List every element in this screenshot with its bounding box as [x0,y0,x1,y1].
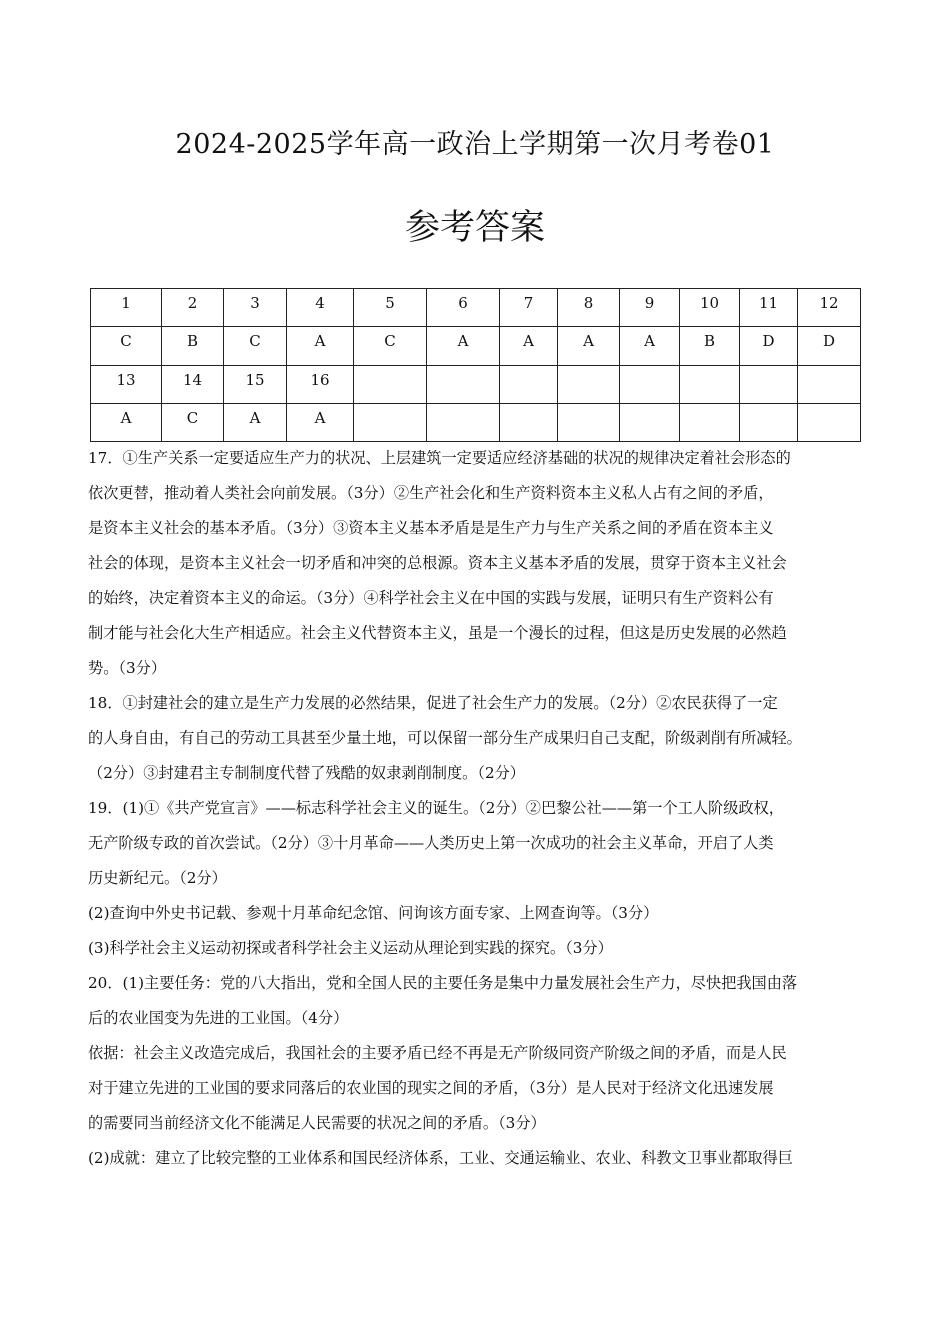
text-line: (2)查询中外史书记载、参观十月革命纪念馆、问询该方面专家、上网查询等。（3分） [88,904,659,922]
text-line: 18．①封建社会的建立是生产力发展的必然结果，促进了社会生产力的发展。（2分）②农民获得了一定 [88,694,778,712]
text-line: 是资本主义社会的基本矛盾。（3分）③资本主义基本矛盾是是生产力与生产关系之间的矛盾在资本主义 [88,519,774,537]
table-cell [620,403,680,441]
table-cell: 15 [224,365,287,403]
table-cell: 12 [798,289,861,327]
table-row [91,289,861,327]
table-cell [354,365,427,403]
table-cell: 2 [162,289,224,327]
text-line: 历史新纪元。（2分） [88,869,227,887]
table-cell [798,403,861,441]
table-cell [798,365,861,403]
text-line: 制才能与社会化大生产相适应。社会主义代替资本主义，虽是一个漫长的过程，但这是历史发展的必然趋 [88,624,787,642]
page-subtitle: 参考答案 [404,208,545,248]
text-line: 无产阶级专政的首次尝试。（2分）③十月革命——人类历史上第一次成功的社会主义革命，开启了人类 [88,834,774,852]
text-line: 对于建立先进的工业国的要求同落后的农业国的现实之间的矛盾，（3分）是人民对于经济文化迅速发展 [88,1079,774,1097]
table-cell [740,365,798,403]
table-cell: 13 [91,365,162,403]
text-line: 的需要同当前经济文化不能满足人民需要的状况之间的矛盾。（3分） [88,1114,546,1132]
table-cell: 10 [680,289,740,327]
table-cell: 14 [162,365,224,403]
table-cell [500,403,558,441]
table-cell: A [287,403,354,441]
table-cell: 3 [224,289,287,327]
table-cell: A [287,327,354,365]
table-cell: A [558,327,620,365]
table-cell [680,403,740,441]
table-cell: A [91,403,162,441]
table-row [91,327,861,365]
table-row [91,365,861,403]
text-line: 依次更替，推动着人类社会向前发展。（3分）②生产社会化和生产资料资本主义私人占有之间的矛盾， [88,484,774,502]
table-cell: A [620,327,680,365]
text-line: 势。（3分） [88,659,167,677]
table-cell: 5 [354,289,427,327]
table-cell: D [798,327,861,365]
table-cell: 9 [620,289,680,327]
table-row [91,403,861,441]
table-cell: C [354,327,427,365]
table-cell: A [427,327,500,365]
table-cell: 6 [427,289,500,327]
answer-table [90,288,861,442]
table-cell [427,403,500,441]
text-line: 后的农业国变为先进的工业国。（4分） [88,1009,349,1027]
text-line: (2)成就：建立了比较完整的工业体系和国民经济体系，工业、交通运输业、农业、科教文卫事业都取得巨 [88,1149,793,1167]
text-line: 社会的体现，是资本主义社会一切矛盾和冲突的总根源。资本主义基本矛盾的发展，贯穿于资本主义社会 [88,554,787,572]
table-cell [680,365,740,403]
text-line: 19．(1)①《共产党宣言》——标志科学社会主义的诞生。（2分）②巴黎公社——第一个工人阶级政权， [88,799,784,817]
table-cell: 7 [500,289,558,327]
table-cell [500,365,558,403]
text-line: 依据：社会主义改造完成后，我国社会的主要矛盾已经不再是无产阶级同资产阶级之间的矛盾，而是人民 [88,1044,787,1062]
table-cell [558,403,620,441]
table-cell: 8 [558,289,620,327]
table-cell: C [224,327,287,365]
table-cell: C [162,403,224,441]
table-cell [740,403,798,441]
table-cell: 4 [287,289,354,327]
table-cell: 11 [740,289,798,327]
table-cell: 1 [91,289,162,327]
table-cell: A [500,327,558,365]
table-cell: D [740,327,798,365]
table-cell: 16 [287,365,354,403]
table-cell [354,403,427,441]
table-cell: B [162,327,224,365]
text-line: (3)科学社会主义运动初探或者科学社会主义运动从理论到实践的探究。（3分） [88,939,613,957]
table-cell: A [224,403,287,441]
table-cell: B [680,327,740,365]
answer-text [88,441,870,1176]
text-line: 的始终，决定着资本主义的命运。（3分）④科学社会主义在中国的实践与发展，证明只有生产资料公有 [88,589,774,607]
text-line: 的人身自由，有自己的劳动工具甚至少量土地，可以保留一部分生产成果归自己支配，阶级剥削有所减轻。 [88,729,802,747]
text-line: 20．(1)主要任务：党的八大指出，党和全国人民的主要任务是集中力量发展社会生产力，尽快把我国由落 [88,974,798,992]
table-cell: C [91,327,162,365]
text-line: （2分）③封建君主专制制度代替了残酷的奴隶剥削制度。（2分） [88,764,525,782]
table-cell [558,365,620,403]
table-cell [620,365,680,403]
page-title: 2024-2025学年高一政治上学期第一次月考卷01 [175,129,775,160]
table-cell [427,365,500,403]
text-line: 17．①生产关系一定要适应生产力的状况、上层建筑一定要适应经济基础的状况的规律决定着社会形态的 [88,449,791,467]
